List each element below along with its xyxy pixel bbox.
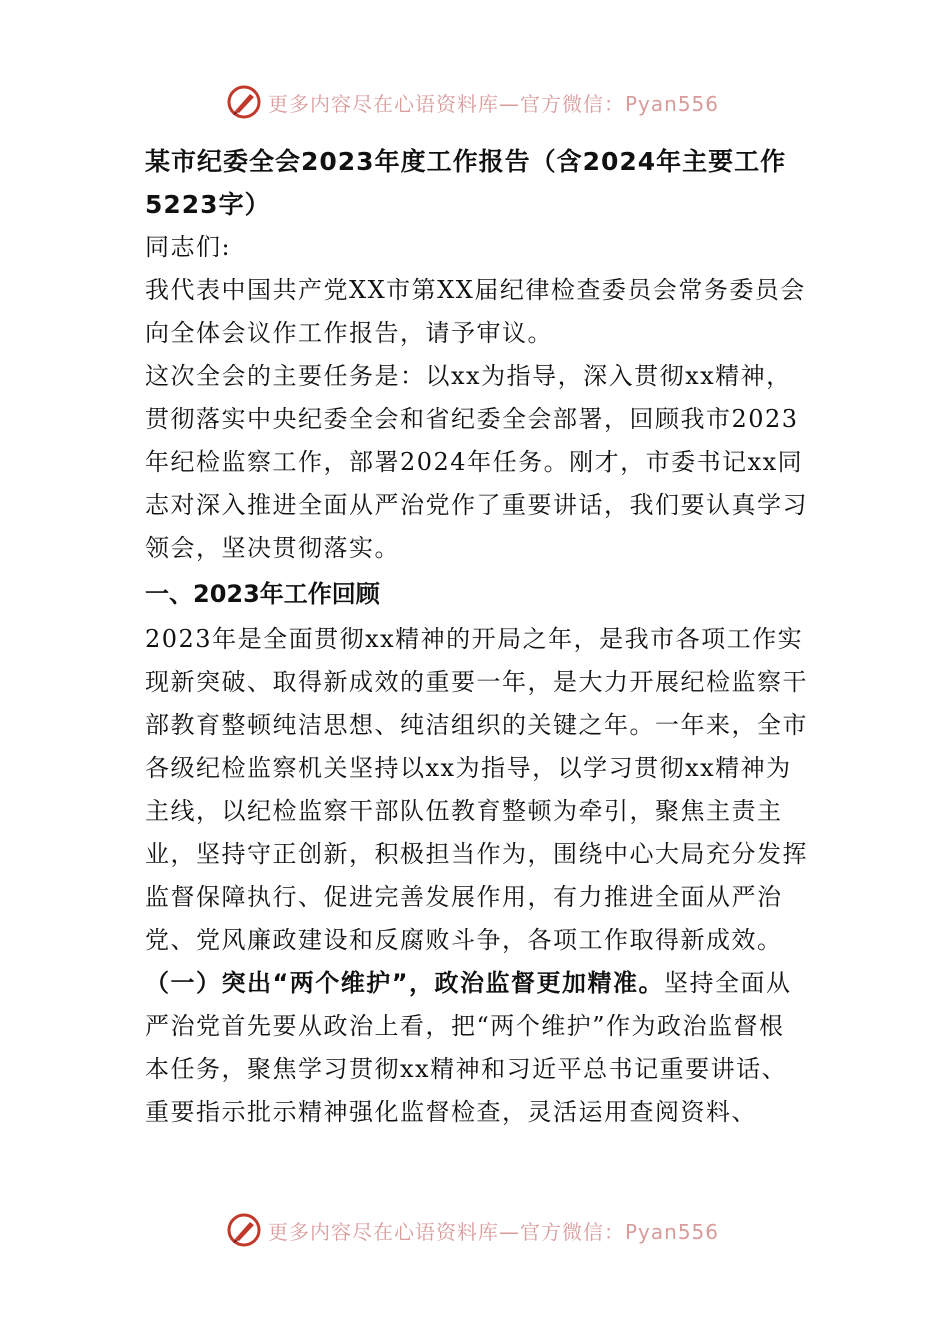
pen-logo-icon — [226, 1212, 262, 1248]
paragraph-3: 2023年是全面贯彻xx精神的开局之年，是我市各项工作实现新突破、取得新成效的重要一年，是大力开展纪检监察干部教育整顿纯洁思想、纯洁组织的关键之年。一年来，全市各级纪检监察机关坚持以xx为指导，以学习贯彻xx精神为主线，以纪检监察干部队伍教育整顿为牵引，聚焦主责主业，坚持守正创新，积极担当作为，围绕中心大局充分发挥监督保障执行、促进完善发展作用，有力推进全面从严治党、党风廉政建设和反腐败斗争，各项工作取得新成效。 — [145, 625, 808, 954]
document-title: 某市纪委全会2023年度工作报告（含2024年主要工作5223字） — [145, 147, 787, 219]
subsection-text-1: 坚持全面从严治党首先要从政治上看，把“两个维护”作为政治监督根本任务，聚焦学习贯彻xx精神和习近平总书记重要讲话、重要指示批示精神强化监督检查，灵活运用查阅资料、 — [145, 969, 792, 1126]
paragraph-1: 我代表中国共产党XX市第XX届纪律检查委员会常务委员会向全体会议作工作报告，请予审议。 — [145, 276, 806, 347]
section-heading-1: 一、2023年工作回顾 — [145, 580, 380, 608]
greeting: 同志们: — [145, 233, 232, 261]
pen-logo-icon — [226, 84, 262, 120]
watermark-text: 更多内容尽在心语资料库—官方微信：Pyan556 — [268, 1219, 720, 1244]
document-body — [145, 140, 810, 1134]
paragraph-2: 这次全会的主要任务是：以xx为指导，深入贯彻xx精神，贯彻落实中央纪委全会和省纪委全会部署，回顾我市2023年纪检监察工作，部署2024年任务。刚才，市委书记xx同志对深入推进全面从严治党作了重要讲话，我们要认真学习领会，坚决贯彻落实。 — [145, 362, 808, 562]
watermark-banner-bottom — [226, 1210, 719, 1250]
watermark-banner-top — [226, 82, 719, 122]
watermark-text: 更多内容尽在心语资料库—官方微信：Pyan556 — [268, 91, 720, 116]
subsection-heading-1: （一）突出“两个维护”，政治监督更加精准。 — [145, 969, 665, 997]
paragraph-4 — [145, 962, 810, 1134]
